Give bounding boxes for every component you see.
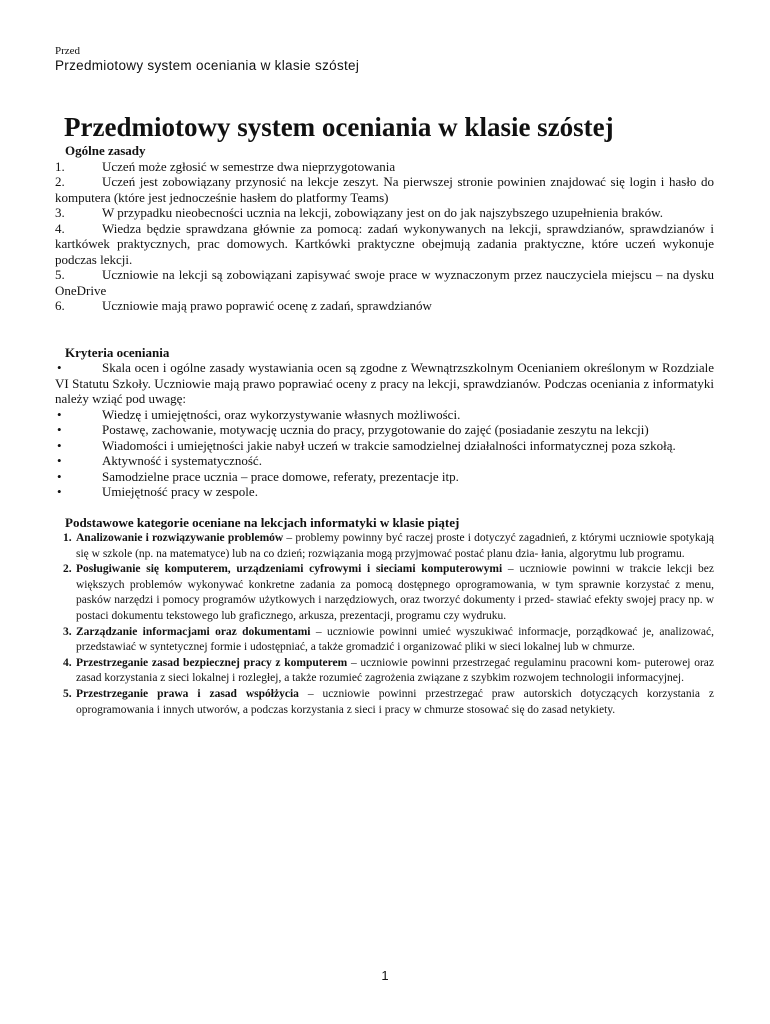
bullet-icon: • — [57, 484, 62, 499]
list-item: • Samodzielne prace ucznia – prace domowe, referaty, prezentacje itp. — [57, 468, 459, 484]
running-header-short: Przed — [55, 45, 81, 57]
bullet-icon: • — [57, 422, 62, 437]
bullet-icon: • — [57, 437, 62, 453]
categories-heading: Podstawowe kategorie oceniane na lekcjach informatyki w klasie piątej — [65, 514, 460, 530]
criteria-heading: Kryteria oceniania — [65, 344, 170, 360]
document-body — [55, 143, 714, 718]
criteria-list — [55, 360, 714, 500]
list-item: 3. W przypadku nieobecności ucznia na lekcji, zobowiązany jest on do jak najszybszego uzupełnienia braków. — [55, 205, 663, 220]
list-item: • Skala ocen i ogólne zasady wystawiania ocen są zgodne z Wewnątrzszkolnym Ocenianiem określonym w Rozdziale VI Statutu Szkoły. Uczniowie mają prawo poprawiać oceny z pracy na lekcji, sprawdzianów. Podczas oceniania z informatyki należy wziąć pod uwagę: — [55, 360, 714, 406]
general-rules-heading: Ogólne zasady — [65, 143, 146, 158]
list-item: • Aktywność i systematyczność. — [57, 453, 262, 468]
list-item: • Umiejętność pracy w zespole. — [57, 484, 258, 499]
list-item: 2. Posługiwanie się komputerem, urządzeniami cyfrowymi i sieciami komputerowymi – uczniowie powinni w trakcie lekcji bez większych problemów wykonywać konkretne zadania za pomocą dostępnego oprogramowania, w tym sprawnie korzystać z menu, pasków narzędzi i pomocy programów użytkowych i narzędziowych, oraz tworzyć dokumenty i przed- stawiać efekty swojej pracy np. w postaci dokumentu tekstowego lub graficznego, arkusza, prezentacji, programu czy wydruku. — [63, 563, 714, 622]
list-item: 3. Zarządzanie informacjami oraz dokumentami – uczniowie powinni umieć wyszukiwać informacje, porządkować je, analizować, przedstawiać w syntetycznej formie i udostępniać, a także gromadzić i organizować pliki w sieci lokalnej lub w chmurze. — [63, 625, 714, 654]
list-item: • Wiedzę i umiejętności, oraz wykorzystywanie własnych możliwości. — [57, 406, 461, 422]
list-item: 5. Przestrzeganie prawa i zasad współżycia – uczniowie powinni przestrzegać praw autorskich dotyczących korzystania z oprogramowania i innych utworów, a podczas korzystania z sieci i pracy w chmurze stosować się do zasad netykiety. — [63, 687, 714, 716]
bullet-icon: • — [57, 468, 62, 484]
list-item: 2. Uczeń jest zobowiązany przynosić na lekcje zeszyt. Na pierwszej stronie powinien znajdować się login i hasło do komputera (które jest jednocześnie hasłem do platformy Teams) — [55, 174, 714, 205]
bullet-icon: • — [57, 360, 62, 375]
list-item: 1. Analizowanie i rozwiązywanie problemów – problemy powinny być raczej proste i dotyczyć zagadnień, z którymi uczniowie spotykają się w szkole (np. na matematyce) lub na co dzień; rozwiązania mogą przyjmować postać planu dzia- łania, algorytmu lub programu. — [63, 532, 714, 560]
list-item: • Postawę, zachowanie, motywację ucznia do pracy, przygotowanie do zajęć (posiadanie zeszytu na lekcji) — [57, 422, 649, 437]
page-number: 1 — [381, 968, 389, 983]
list-item: 4. Przestrzeganie zasad bezpiecznej pracy z komputerem – uczniowie powinni przestrzegać regulaminu pracowni kom- puterowej oraz zasad korzystania z sieci lokalnej i rozległej, a także rozumieć zagrożenia związane z szybkim rozwojem technologii informacyjnej. — [63, 656, 714, 685]
bullet-icon: • — [57, 453, 62, 468]
list-item: 4. Wiedza będzie sprawdzana głównie za pomocą: zadań wykonywanych na lekcji, sprawdzianów, sprawdzianów i kartkówek praktycznych, prac domowych. Kartkówki praktyczne obejmują zadania praktyczne, które uczeń wykonuje podczas lekcji. — [55, 220, 714, 267]
bullet-icon: • — [57, 406, 62, 422]
categories-list — [55, 531, 714, 718]
running-header: Przedmiotowy system oceniania w klasie szóstej — [55, 58, 360, 73]
list-item: • Wiadomości i umiejętności jakie nabył uczeń w trakcie samodzielnej działalności informatycznej poza szkołą. — [57, 437, 676, 453]
list-item: 6. Uczniowie mają prawo poprawić ocenę z zadań, sprawdzianów — [55, 298, 432, 313]
document-title: Przedmiotowy system oceniania w klasie szóstej — [64, 112, 614, 142]
general-rules-list — [55, 159, 714, 314]
list-item: 5. Uczniowie na lekcji są zobowiązani zapisywać swoje prace w wyznaczonym przez nauczyciela miejscu – na dysku OneDrive — [55, 267, 714, 298]
list-item: 1. Uczeń może zgłosić w semestrze dwa nieprzygotowania — [55, 158, 396, 174]
